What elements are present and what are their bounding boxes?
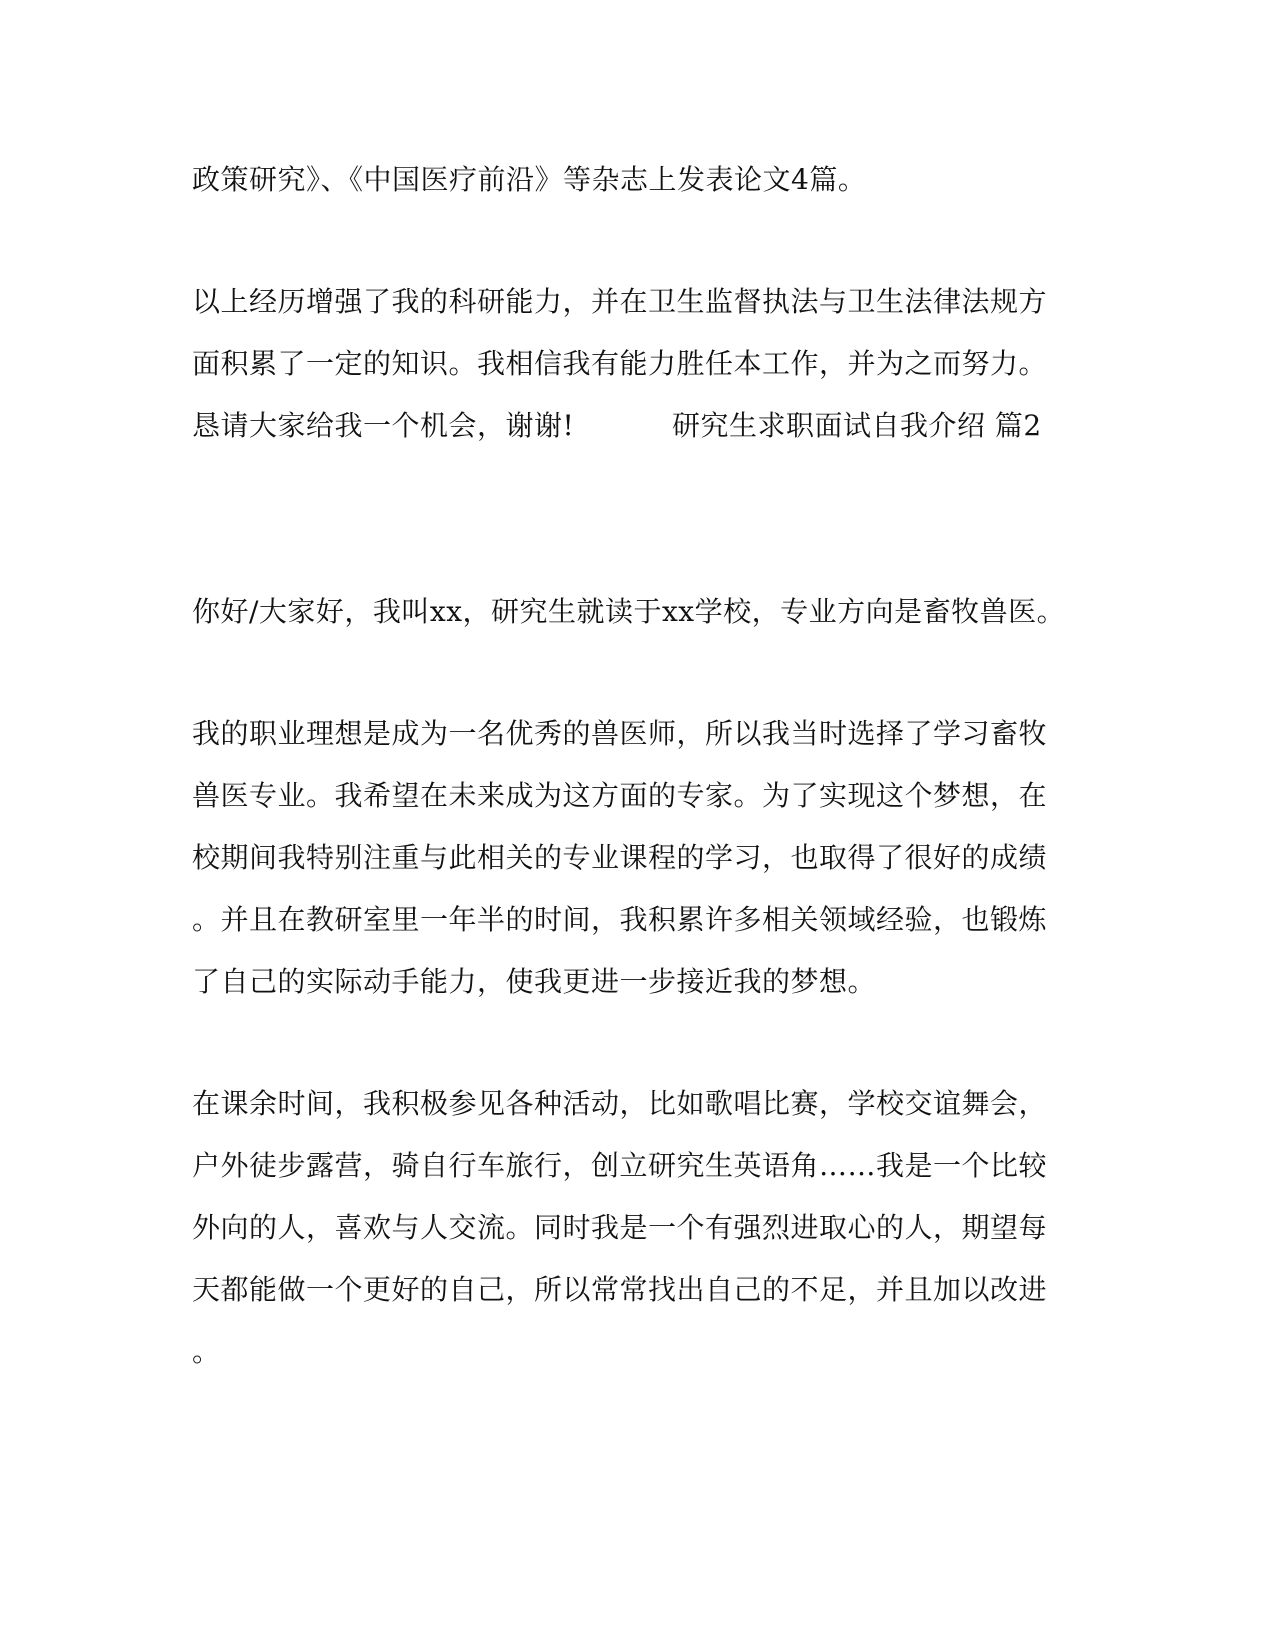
paragraph-2-line-1: 以上经历增强了我的科研能力，并在卫生监督执法与卫生法律法规方 — [192, 285, 1048, 318]
paragraph-4-line-2: 兽医专业。我希望在未来成为这方面的专家。为了实现这个梦想，在 — [192, 779, 1048, 812]
paragraph-4-line-4: 。并且在教研室里一年半的时间，我积累许多相关领域经验，也锻炼 — [192, 903, 1048, 936]
paragraph-5-line-2: 户外徒步露营，骑自行车旅行，创立研究生英语角……我是一个比较 — [192, 1149, 1048, 1182]
paragraph-4-line-5: 了自己的实际动手能力，使我更进一步接近我的梦想。 — [192, 965, 877, 998]
section-heading: 研究生求职面试自我介绍 篇2 — [672, 409, 1042, 442]
paragraph-2-line-3: 恳请大家给我一个机会，谢谢! — [192, 409, 575, 442]
paragraph-2-line-2: 面积累了一定的知识。我相信我有能力胜任本工作，并为之而努力。 — [192, 347, 1048, 380]
paragraph-5-line-4: 天都能做一个更好的自己，所以常常找出自己的不足，并且加以改进 — [192, 1273, 1048, 1306]
paragraph-5-line-5: 。 — [192, 1335, 221, 1368]
paragraph-4-line-3: 校期间我特别注重与此相关的专业课程的学习，也取得了很好的成绩 — [192, 841, 1048, 874]
paragraph-3-line-1: 你好/大家好，我叫xx，研究生就读于xx学校，专业方向是畜牧兽医。 — [192, 595, 1066, 628]
paragraph-1-line-1: 政策研究》、《中国医疗前沿》等杂志上发表论文4篇。 — [192, 163, 867, 196]
paragraph-5-line-3: 外向的人，喜欢与人交流。同时我是一个有强烈进取心的人，期望每 — [192, 1211, 1048, 1244]
paragraph-5-line-1: 在课余时间，我积极参见各种活动，比如歌唱比赛，学校交谊舞会， — [192, 1087, 1048, 1120]
paragraph-4-line-1: 我的职业理想是成为一名优秀的兽医师，所以我当时选择了学习畜牧 — [192, 717, 1048, 750]
